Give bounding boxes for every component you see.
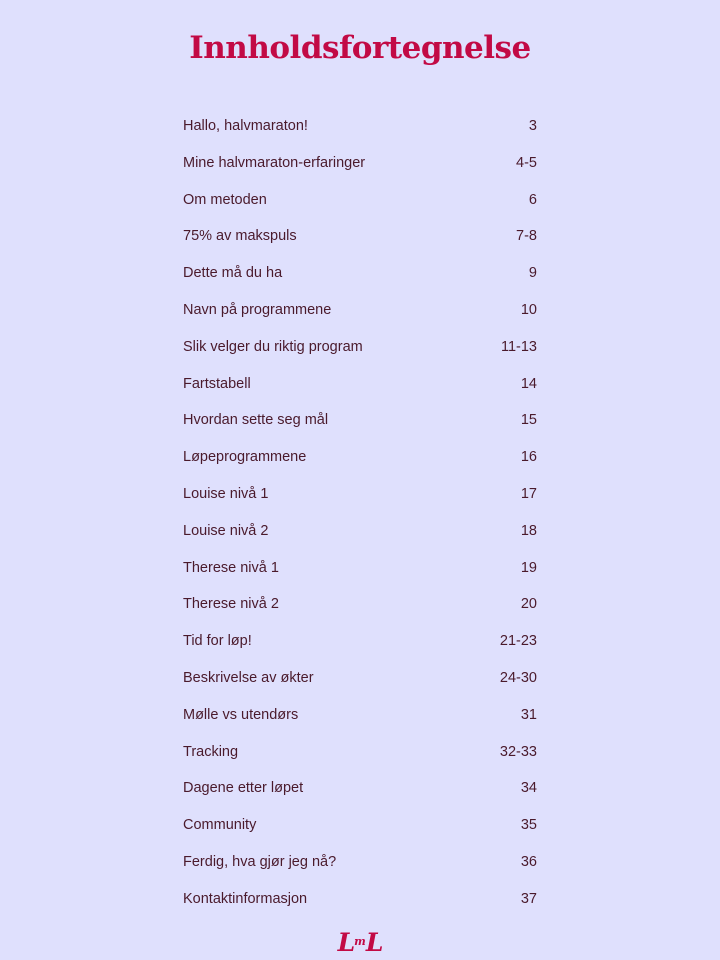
logo-letter-middle: m bbox=[354, 935, 366, 948]
toc-entry[interactable] bbox=[183, 439, 537, 476]
logo-letter-left: L bbox=[337, 928, 355, 957]
toc-entry-label: 75% av makspuls bbox=[183, 228, 297, 245]
toc-entry[interactable] bbox=[183, 734, 537, 771]
toc-entry-page: 7-8 bbox=[516, 228, 537, 245]
toc-entry-page: 17 bbox=[520, 485, 537, 502]
toc-entry-page: 20 bbox=[520, 596, 537, 613]
toc-entry[interactable] bbox=[183, 844, 537, 881]
toc-entry-label: Beskrivelse av økter bbox=[183, 669, 314, 686]
toc-entry[interactable] bbox=[183, 108, 537, 145]
toc-entry[interactable] bbox=[183, 881, 537, 918]
toc-entry-label: Louise nivå 1 bbox=[183, 485, 269, 502]
toc-entry-label: Hvordan sette seg mål bbox=[183, 412, 329, 429]
toc-entry[interactable] bbox=[183, 292, 537, 329]
toc-entry-page: 15 bbox=[520, 412, 537, 429]
toc-entry-page: 4-5 bbox=[516, 154, 537, 171]
toc-entry-label: Therese nivå 2 bbox=[183, 596, 279, 613]
toc-entry[interactable] bbox=[183, 513, 537, 550]
toc-entry-label: Hallo, halvmaraton! bbox=[183, 118, 308, 134]
toc-entry-label: Kontaktinformasjon bbox=[183, 890, 308, 907]
toc-entry-page: 24-30 bbox=[499, 669, 537, 686]
toc-entry-page: 6 bbox=[528, 191, 537, 208]
toc-entry[interactable] bbox=[183, 697, 537, 734]
toc-entry[interactable] bbox=[183, 660, 537, 697]
toc-entry[interactable] bbox=[183, 770, 537, 807]
toc-entry-label: Mine halvmaraton-erfaringer bbox=[183, 154, 366, 171]
toc-entry-label: Løpeprogrammene bbox=[183, 449, 307, 466]
page-title: Innholdsfortegnelse bbox=[189, 30, 531, 66]
toc-entry-label: Navn på programmene bbox=[183, 301, 332, 318]
table-of-contents bbox=[183, 108, 537, 918]
toc-entry[interactable] bbox=[183, 586, 537, 623]
toc-entry[interactable] bbox=[183, 476, 537, 513]
toc-entry-page: 31 bbox=[520, 706, 537, 723]
toc-entry-label: Slik velger du riktig program bbox=[183, 338, 363, 355]
toc-entry[interactable] bbox=[183, 255, 537, 292]
toc-entry-page: 36 bbox=[520, 853, 537, 870]
toc-entry-page: 11-13 bbox=[500, 338, 537, 355]
toc-entry-label: Mølle vs utendørs bbox=[183, 706, 299, 723]
toc-entry-label: Dette må du ha bbox=[183, 265, 283, 282]
toc-entry[interactable] bbox=[183, 182, 537, 219]
toc-entry-page: 37 bbox=[520, 890, 537, 907]
toc-entry-page: 34 bbox=[520, 780, 537, 797]
toc-entry[interactable] bbox=[183, 329, 537, 366]
toc-entry-label: Ferdig, hva gjør jeg nå? bbox=[183, 853, 337, 870]
toc-entry-label: Dagene etter løpet bbox=[183, 780, 304, 797]
toc-entry[interactable] bbox=[183, 145, 537, 182]
logo-letter-right: L bbox=[365, 928, 383, 957]
toc-entry-page: 19 bbox=[520, 559, 537, 576]
toc-entry-page: 10 bbox=[520, 301, 537, 318]
toc-entry-page: 21-23 bbox=[499, 633, 537, 650]
toc-entry[interactable] bbox=[183, 402, 537, 439]
toc-entry[interactable] bbox=[183, 218, 537, 255]
toc-entry-page: 32-33 bbox=[499, 743, 537, 760]
toc-entry-page: 9 bbox=[528, 265, 537, 282]
toc-entry-page: 35 bbox=[520, 817, 537, 834]
toc-entry-page: 18 bbox=[520, 522, 537, 539]
toc-entry-label: Tracking bbox=[183, 743, 239, 760]
toc-entry-label: Fartstabell bbox=[183, 375, 251, 392]
toc-entry[interactable] bbox=[183, 807, 537, 844]
toc-entry-label: Tid for løp! bbox=[183, 633, 252, 650]
toc-entry-label: Therese nivå 1 bbox=[183, 559, 279, 576]
toc-entry[interactable] bbox=[183, 550, 537, 587]
toc-entry[interactable] bbox=[183, 623, 537, 660]
toc-entry-page: 16 bbox=[520, 449, 537, 466]
toc-entry-label: Om metoden bbox=[183, 191, 267, 208]
toc-entry-page: 3 bbox=[528, 118, 537, 134]
toc-entry-label: Community bbox=[183, 817, 257, 834]
brand-logo bbox=[0, 928, 720, 957]
toc-entry-label: Louise nivå 2 bbox=[183, 522, 269, 539]
toc-entry-page: 14 bbox=[520, 375, 537, 392]
toc-entry[interactable] bbox=[183, 366, 537, 403]
